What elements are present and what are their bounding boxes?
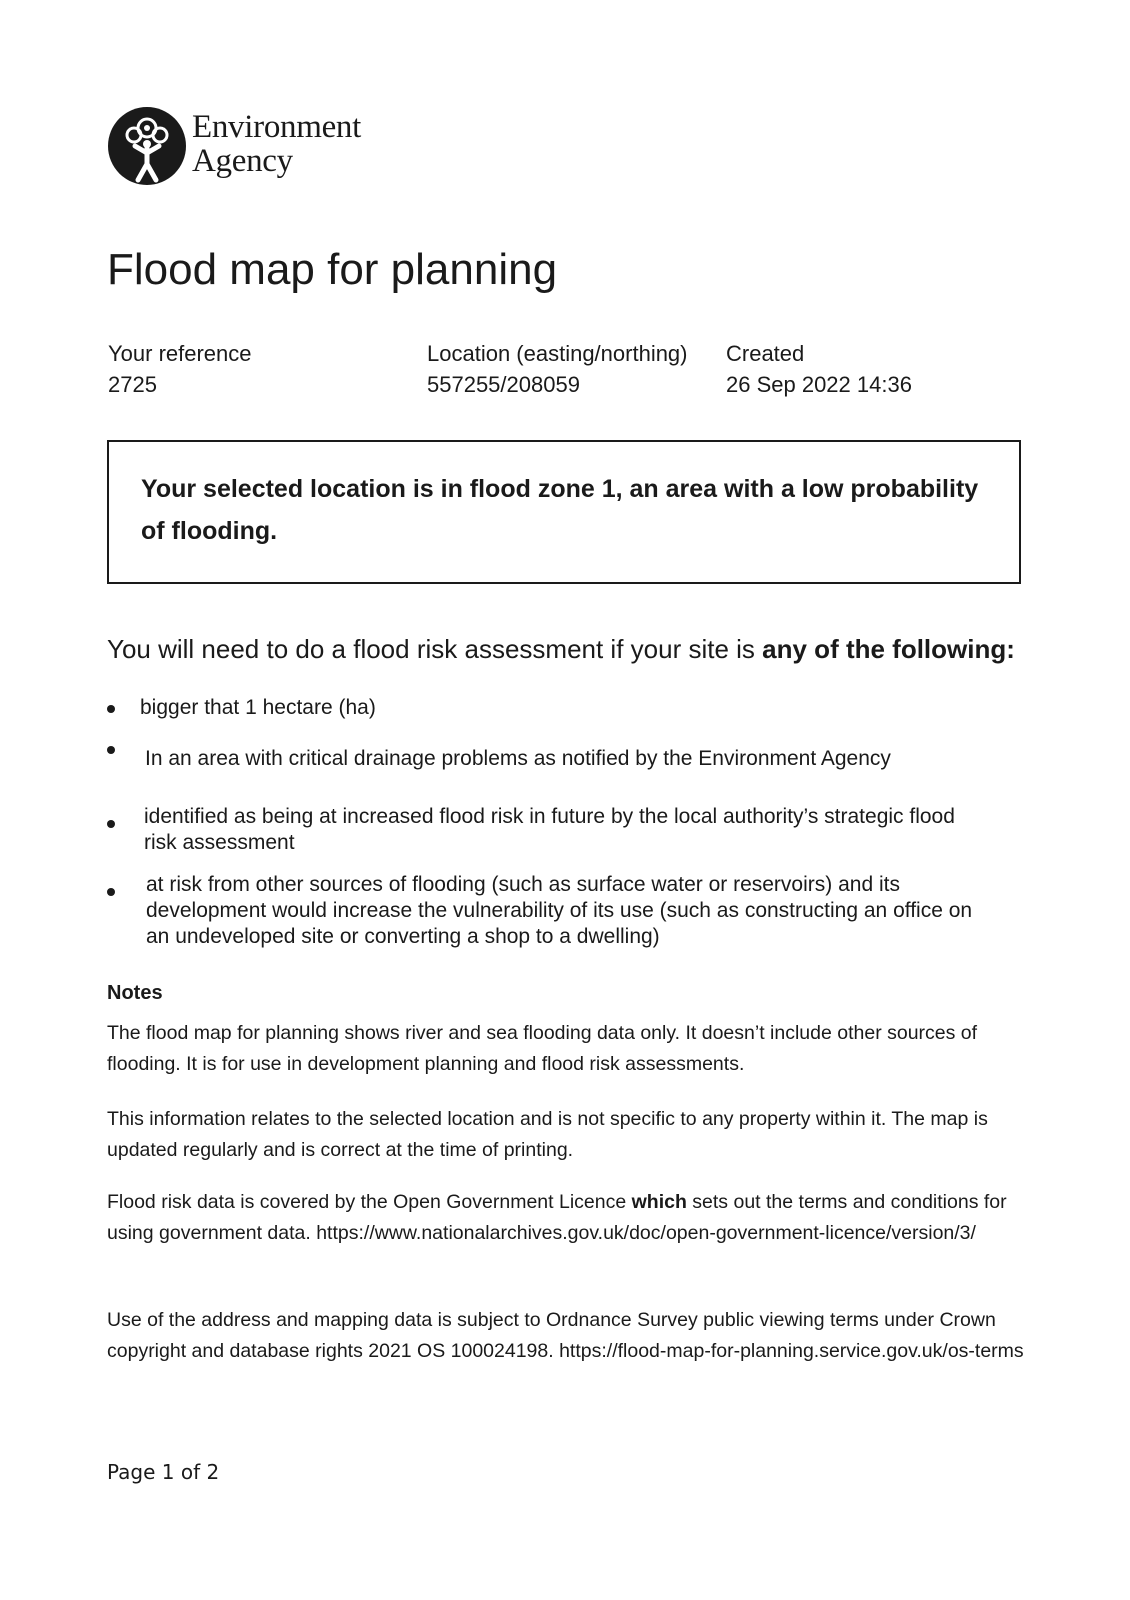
note-3-text-after: sets out the terms and conditions for using government data. https://www.nationalarchives.gov.uk/doc/open-government-licence/version/3/ [107,1191,1007,1244]
list-item-text: bigger that 1 hectare (ha) [140,696,376,719]
created-value: 26 Sep 2022 14:36 [726,372,912,397]
flood-zone-notice [107,440,1021,584]
bullet-icon [107,705,115,713]
assessment-intro-bold: any of the following: [762,634,1015,664]
list-item-text: identified as being at increased flood risk in future by the local authority’s strategic flood risk assessment [144,805,955,854]
logo-line-2: Agency [192,143,293,179]
location-label: Location (easting/northing) [427,341,688,366]
reference-label: Your reference [108,341,252,366]
location-block [427,338,688,400]
page-title: Flood map for planning [107,245,558,294]
created-block [726,338,912,400]
note-3-text-before: Flood risk data is covered by the Open Government Licence [107,1191,632,1213]
bullet-icon [107,820,115,828]
page-number: Page 1 of 2 [107,1460,220,1484]
bullet-icon [107,746,115,754]
list-item-text: at risk from other sources of flooding (such as surface water or reservoirs) and its development would increase the vulnerability of its use (such as constructing an office on an undeveloped site or converting a shop to a dwelling) [146,873,973,948]
environment-agency-tree-person-icon [107,106,187,186]
note-paragraph-3 [107,1187,1037,1249]
location-value: 557255/208059 [427,372,580,397]
notes-heading: Notes [107,982,163,1004]
created-label: Created [726,341,805,366]
reference-block [108,338,252,400]
assessment-intro [107,632,1015,666]
note-paragraph-2: This information relates to the selected location and is not specific to any property within it. The map is updated regularly and is correct at the time of printing. [107,1108,988,1161]
note-paragraph-4: Use of the address and mapping data is subject to Ordnance Survey public viewing terms under Crown copyright and database rights 2021 OS 100024198. https://flood-map-for-planning.service.gov.uk/os-terms [107,1309,1024,1362]
list-item-text: In an area with critical drainage problems as notified by the Environment Agency [145,747,891,770]
bullet-icon [107,888,115,896]
flood-zone-text: Your selected location is in flood zone 1, an area with a low probability of flooding. [141,475,979,545]
assessment-intro-text: You will need to do a flood risk assessment if your site is [107,634,763,664]
reference-value: 2725 [108,372,157,397]
note-3-text-bold: which [631,1191,687,1213]
environment-agency-logo [107,106,407,188]
note-paragraph-1: The flood map for planning shows river and sea flooding data only. It doesn’t include other sources of flooding. It is for use in development planning and flood risk assessments. [107,1022,978,1075]
logo-line-1: Environment [192,109,361,145]
